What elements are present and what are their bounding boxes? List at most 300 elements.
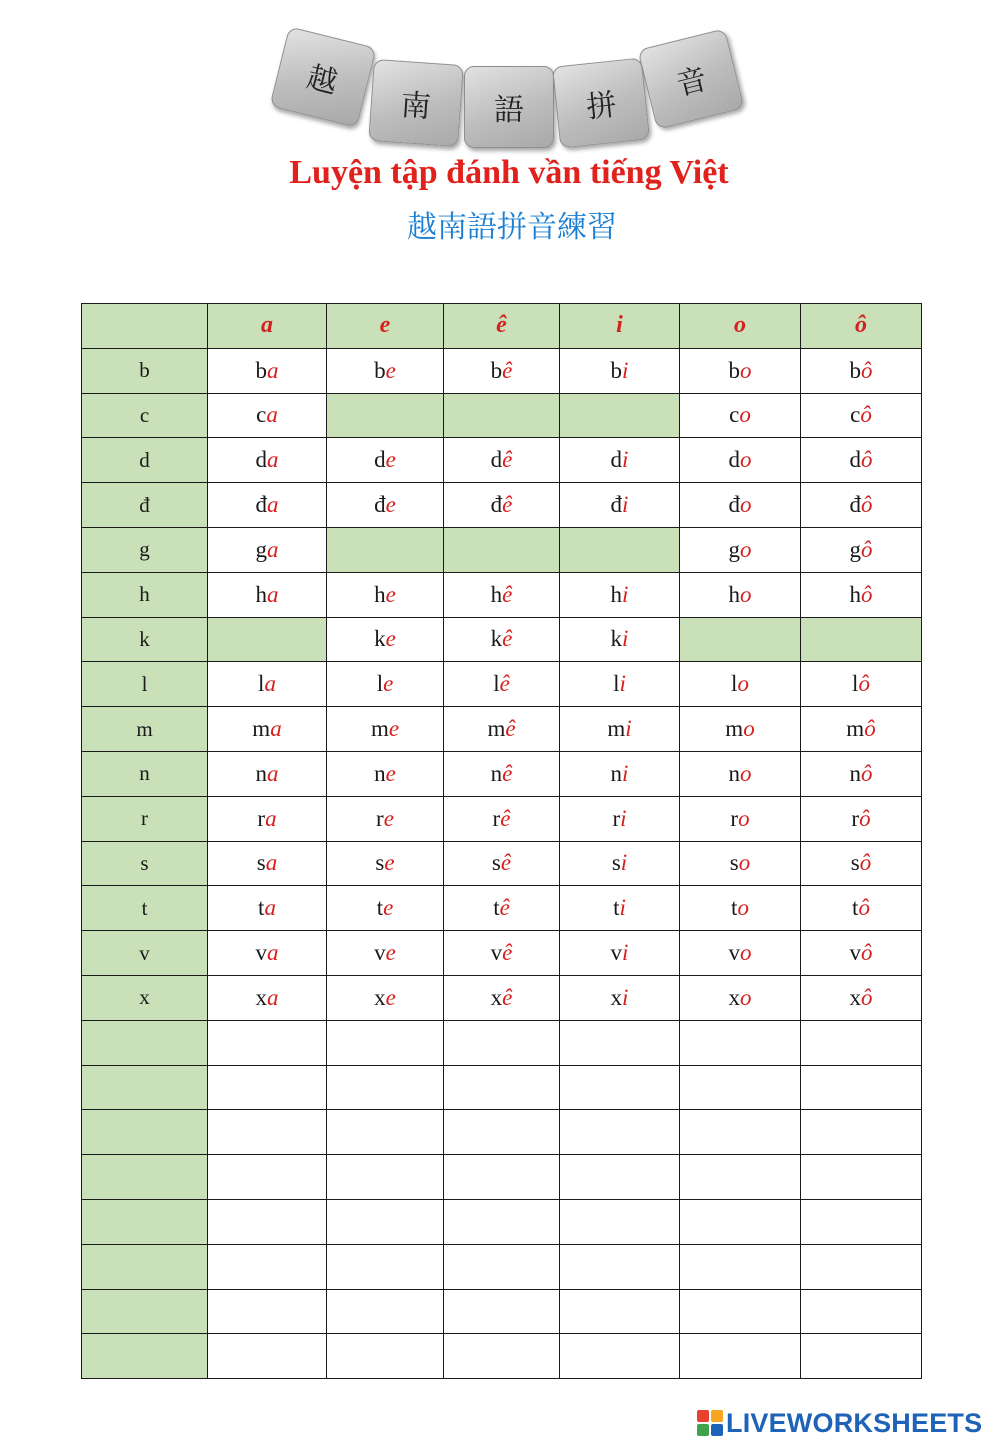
title-tile: 拼 bbox=[552, 58, 650, 149]
syllable-cell bbox=[208, 796, 327, 841]
syllable-cell bbox=[208, 527, 327, 572]
consonant-header: m bbox=[82, 707, 208, 752]
syllable-consonant: đ bbox=[374, 492, 386, 518]
table-row bbox=[82, 841, 922, 886]
title-tile: 南 bbox=[368, 59, 464, 147]
syllable-cell bbox=[680, 438, 801, 483]
syllable-cell bbox=[680, 751, 801, 796]
blank-consonant-cell bbox=[82, 1155, 208, 1200]
blank-consonant-cell bbox=[82, 1334, 208, 1379]
syllable-vowel: o bbox=[743, 716, 755, 742]
syllable-vowel: ô bbox=[858, 671, 870, 697]
blank-cell bbox=[208, 1110, 327, 1155]
blank-row bbox=[82, 1110, 922, 1155]
syllable-cell bbox=[801, 572, 922, 617]
blank-consonant-cell bbox=[82, 1065, 208, 1110]
blank-cell bbox=[208, 1020, 327, 1065]
syllable-consonant: m bbox=[252, 716, 271, 742]
syllable-vowel: ê bbox=[502, 626, 513, 652]
blank-cell bbox=[444, 1155, 560, 1200]
syllable-cell bbox=[327, 617, 444, 662]
syllable-consonant: b bbox=[490, 357, 503, 383]
syllable-cell bbox=[560, 841, 680, 886]
syllable-vowel: o bbox=[740, 492, 752, 518]
syllable-vowel: a bbox=[270, 716, 282, 742]
syllable-consonant: m bbox=[370, 716, 389, 742]
logo-square bbox=[697, 1410, 709, 1422]
syllable-consonant: v bbox=[849, 940, 861, 966]
syllable-consonant: s bbox=[850, 850, 860, 876]
syllable-vowel: a bbox=[267, 581, 279, 607]
table-body bbox=[82, 348, 922, 1378]
blank-cell bbox=[208, 1244, 327, 1289]
logo-square bbox=[697, 1424, 709, 1436]
consonant-header: d bbox=[82, 438, 208, 483]
syllable-vowel: ê bbox=[499, 671, 510, 697]
syllable-cell bbox=[680, 707, 801, 752]
syllable-cell bbox=[444, 886, 560, 931]
page-title: Luyện tập đánh vần tiếng Việt bbox=[289, 154, 729, 191]
consonant-header: t bbox=[82, 886, 208, 931]
syllable-vowel: a bbox=[267, 357, 279, 383]
empty-shaded-cell bbox=[801, 617, 922, 662]
syllable-cell bbox=[801, 707, 922, 752]
table-row bbox=[82, 527, 922, 572]
syllable-vowel: ô bbox=[859, 805, 871, 831]
syllable-consonant: x bbox=[374, 984, 386, 1010]
syllable-vowel: a bbox=[267, 760, 279, 786]
syllable-cell bbox=[327, 886, 444, 931]
syllable-vowel: ê bbox=[500, 805, 511, 831]
vowel-header-row bbox=[82, 304, 922, 349]
consonant-header: h bbox=[82, 572, 208, 617]
syllable-vowel: i bbox=[622, 760, 629, 786]
syllable-cell bbox=[801, 483, 922, 528]
syllable-vowel: o bbox=[739, 402, 751, 428]
syllable-vowel: ô bbox=[860, 402, 872, 428]
syllable-consonant: đ bbox=[728, 492, 740, 518]
syllable-cell bbox=[801, 348, 922, 393]
syllable-cell bbox=[208, 931, 327, 976]
blank-consonant-cell bbox=[82, 1289, 208, 1334]
syllable-consonant: x bbox=[728, 984, 740, 1010]
syllable-vowel: i bbox=[622, 492, 629, 518]
syllable-cell bbox=[208, 662, 327, 707]
syllable-consonant: r bbox=[730, 805, 739, 831]
syllable-consonant: t bbox=[493, 895, 500, 921]
syllable-consonant: n bbox=[849, 760, 861, 786]
syllable-vowel: i bbox=[622, 940, 629, 966]
blank-cell bbox=[680, 1155, 801, 1200]
syllable-cell bbox=[680, 975, 801, 1020]
syllable-cell bbox=[208, 348, 327, 393]
syllable-consonant: v bbox=[374, 940, 386, 966]
empty-shaded-cell bbox=[208, 617, 327, 662]
syllable-cell bbox=[208, 841, 327, 886]
syllable-cell bbox=[560, 707, 680, 752]
syllable-cell bbox=[680, 931, 801, 976]
consonant-header: k bbox=[82, 617, 208, 662]
syllable-cell bbox=[208, 572, 327, 617]
blank-cell bbox=[680, 1020, 801, 1065]
syllable-vowel: o bbox=[737, 671, 749, 697]
syllable-consonant: l bbox=[613, 671, 620, 697]
syllable-cell bbox=[801, 841, 922, 886]
syllable-cell bbox=[801, 975, 922, 1020]
syllable-vowel: a bbox=[267, 536, 279, 562]
syllable-cell bbox=[560, 483, 680, 528]
syllable-vowel: o bbox=[740, 536, 752, 562]
syllable-cell bbox=[444, 931, 560, 976]
table-row bbox=[82, 617, 922, 662]
blank-cell bbox=[327, 1199, 444, 1244]
blank-cell bbox=[560, 1110, 680, 1155]
blank-cell bbox=[560, 1020, 680, 1065]
empty-shaded-cell bbox=[680, 617, 801, 662]
syllable-cell bbox=[327, 438, 444, 483]
syllable-cell bbox=[444, 438, 560, 483]
syllable-cell bbox=[444, 617, 560, 662]
syllable-consonant: x bbox=[255, 984, 267, 1010]
syllable-vowel: a bbox=[264, 895, 276, 921]
syllable-consonant: k bbox=[610, 626, 623, 652]
blank-cell bbox=[680, 1289, 801, 1334]
logo-square bbox=[711, 1424, 723, 1436]
blank-cell bbox=[444, 1334, 560, 1379]
syllable-consonant: c bbox=[850, 402, 861, 428]
vowel-header: a bbox=[208, 304, 327, 349]
syllable-consonant: x bbox=[490, 984, 503, 1010]
syllable-vowel: ê bbox=[502, 492, 513, 518]
consonant-header: b bbox=[82, 348, 208, 393]
syllable-consonant: d bbox=[255, 447, 267, 473]
blank-cell bbox=[444, 1244, 560, 1289]
blank-cell bbox=[327, 1289, 444, 1334]
syllable-vowel: a bbox=[267, 492, 279, 518]
blank-cell bbox=[327, 1244, 444, 1289]
syllable-vowel: ê bbox=[499, 895, 510, 921]
title-tiles bbox=[0, 0, 1000, 160]
blank-cell bbox=[208, 1065, 327, 1110]
syllable-vowel: ê bbox=[505, 716, 516, 742]
syllable-cell bbox=[560, 617, 680, 662]
syllable-consonant: b bbox=[255, 357, 267, 383]
syllable-vowel: i bbox=[622, 447, 629, 473]
liveworksheets-logo-icon bbox=[697, 1410, 723, 1436]
blank-cell bbox=[208, 1155, 327, 1200]
syllable-vowel: a bbox=[267, 940, 279, 966]
empty-shaded-cell bbox=[560, 527, 680, 572]
syllable-vowel: o bbox=[740, 581, 752, 607]
table-row bbox=[82, 975, 922, 1020]
syllable-consonant: g bbox=[728, 536, 740, 562]
consonant-header: c bbox=[82, 393, 208, 438]
blank-cell bbox=[560, 1065, 680, 1110]
syllable-consonant: t bbox=[852, 895, 859, 921]
syllable-cell bbox=[327, 751, 444, 796]
syllable-consonant: k bbox=[490, 626, 503, 652]
syllable-vowel: i bbox=[619, 895, 626, 921]
empty-shaded-cell bbox=[327, 393, 444, 438]
syllable-vowel: i bbox=[622, 626, 629, 652]
syllable-vowel: ê bbox=[500, 850, 512, 876]
syllable-vowel: ê bbox=[502, 581, 513, 607]
blank-cell bbox=[801, 1110, 922, 1155]
blank-row bbox=[82, 1334, 922, 1379]
syllable-cell bbox=[327, 931, 444, 976]
syllable-vowel: e bbox=[385, 357, 396, 383]
syllable-vowel: ô bbox=[861, 581, 873, 607]
syllable-cell bbox=[680, 393, 801, 438]
empty-shaded-cell bbox=[444, 527, 560, 572]
syllable-consonant: b bbox=[610, 357, 623, 383]
syllable-vowel: o bbox=[740, 940, 752, 966]
syllable-consonant: x bbox=[849, 984, 861, 1010]
logo-square bbox=[711, 1410, 723, 1422]
syllable-consonant: h bbox=[374, 581, 386, 607]
blank-cell bbox=[801, 1289, 922, 1334]
syllable-consonant: b bbox=[374, 357, 386, 383]
table-row bbox=[82, 438, 922, 483]
syllable-consonant: x bbox=[610, 984, 623, 1010]
blank-row bbox=[82, 1199, 922, 1244]
syllable-vowel: e bbox=[385, 581, 396, 607]
syllable-cell bbox=[327, 975, 444, 1020]
consonant-header: x bbox=[82, 975, 208, 1020]
consonant-header: g bbox=[82, 527, 208, 572]
syllable-cell bbox=[444, 841, 560, 886]
syllable-cell bbox=[801, 662, 922, 707]
syllable-cell bbox=[680, 527, 801, 572]
syllable-vowel: ô bbox=[864, 716, 876, 742]
syllable-cell bbox=[560, 751, 680, 796]
blank-cell bbox=[444, 1020, 560, 1065]
blank-cell bbox=[444, 1289, 560, 1334]
title-tile: 音 bbox=[637, 28, 744, 129]
syllable-vowel: o bbox=[740, 760, 752, 786]
syllable-cell bbox=[444, 975, 560, 1020]
syllable-cell bbox=[680, 886, 801, 931]
blank-cell bbox=[327, 1155, 444, 1200]
syllable-consonant: c bbox=[256, 402, 267, 428]
syllable-cell bbox=[560, 438, 680, 483]
syllable-vowel: e bbox=[385, 940, 396, 966]
syllable-vowel: e bbox=[385, 760, 396, 786]
blank-cell bbox=[560, 1155, 680, 1200]
syllable-cell bbox=[208, 483, 327, 528]
vowel-header: o bbox=[680, 304, 801, 349]
empty-shaded-cell bbox=[560, 393, 680, 438]
syllable-cell bbox=[801, 527, 922, 572]
syllable-consonant: d bbox=[849, 447, 861, 473]
blank-row bbox=[82, 1020, 922, 1065]
syllable-cell bbox=[208, 707, 327, 752]
syllable-cell bbox=[560, 796, 680, 841]
syllable-vowel: a bbox=[267, 984, 279, 1010]
syllable-cell bbox=[680, 796, 801, 841]
blank-cell bbox=[327, 1334, 444, 1379]
syllable-vowel: a bbox=[265, 850, 278, 876]
table-row bbox=[82, 886, 922, 931]
syllable-vowel: e bbox=[384, 850, 395, 876]
consonant-header: l bbox=[82, 662, 208, 707]
syllable-consonant: d bbox=[610, 447, 623, 473]
blank-cell bbox=[560, 1334, 680, 1379]
syllable-vowel: ô bbox=[861, 357, 873, 383]
syllable-consonant: r bbox=[376, 805, 384, 831]
syllable-consonant: t bbox=[731, 895, 738, 921]
blank-row bbox=[82, 1155, 922, 1200]
syllable-cell bbox=[327, 662, 444, 707]
syllable-consonant: r bbox=[257, 805, 266, 831]
syllable-vowel: i bbox=[619, 671, 626, 697]
syllable-consonant: n bbox=[728, 760, 740, 786]
syllable-cell bbox=[680, 662, 801, 707]
syllable-consonant: d bbox=[490, 447, 503, 473]
syllable-vowel: e bbox=[383, 895, 394, 921]
syllable-consonant: h bbox=[255, 581, 267, 607]
syllable-vowel: o bbox=[740, 447, 752, 473]
syllable-consonant: v bbox=[255, 940, 267, 966]
blank-consonant-cell bbox=[82, 1199, 208, 1244]
syllable-vowel: a bbox=[266, 402, 278, 428]
syllable-consonant: r bbox=[612, 805, 621, 831]
syllable-cell bbox=[444, 348, 560, 393]
brand-name: LIVEWORKSHEETS bbox=[726, 1407, 983, 1438]
syllable-consonant: n bbox=[610, 760, 623, 786]
syllable-cell bbox=[560, 348, 680, 393]
syllable-cell bbox=[680, 483, 801, 528]
syllable-consonant: h bbox=[849, 581, 861, 607]
syllable-vowel: ô bbox=[861, 492, 873, 518]
syllable-cell bbox=[327, 483, 444, 528]
syllable-vowel: e bbox=[385, 447, 396, 473]
blank-consonant-cell bbox=[82, 1110, 208, 1155]
syllable-vowel: i bbox=[620, 850, 628, 876]
syllable-vowel: e bbox=[385, 984, 396, 1010]
syllable-consonant: k bbox=[374, 626, 386, 652]
syllable-cell bbox=[444, 483, 560, 528]
syllable-consonant: m bbox=[487, 716, 506, 742]
syllable-consonant: t bbox=[613, 895, 620, 921]
syllable-cell bbox=[327, 841, 444, 886]
title-tile: 越 bbox=[269, 26, 376, 127]
syllable-vowel: i bbox=[625, 716, 632, 742]
syllable-consonant: v bbox=[490, 940, 503, 966]
blank-cell bbox=[444, 1110, 560, 1155]
spelling-table bbox=[81, 303, 922, 1379]
syllable-consonant: n bbox=[490, 760, 503, 786]
blank-cell bbox=[801, 1155, 922, 1200]
syllable-cell bbox=[208, 438, 327, 483]
syllable-consonant: s bbox=[375, 850, 385, 876]
syllable-consonant: đ bbox=[610, 492, 623, 518]
blank-cell bbox=[680, 1065, 801, 1110]
syllable-cell bbox=[208, 751, 327, 796]
syllable-cell bbox=[801, 751, 922, 796]
blank-cell bbox=[801, 1334, 922, 1379]
syllable-consonant: v bbox=[610, 940, 623, 966]
syllable-consonant: c bbox=[729, 402, 740, 428]
syllable-cell bbox=[560, 975, 680, 1020]
syllable-consonant: s bbox=[729, 850, 739, 876]
syllable-cell bbox=[680, 348, 801, 393]
syllable-vowel: ê bbox=[502, 357, 513, 383]
syllable-cell bbox=[444, 751, 560, 796]
syllable-consonant: t bbox=[376, 895, 384, 921]
empty-shaded-cell bbox=[327, 527, 444, 572]
vowel-header: e bbox=[327, 304, 444, 349]
syllable-consonant: l bbox=[258, 671, 265, 697]
syllable-consonant: đ bbox=[849, 492, 861, 518]
syllable-cell bbox=[208, 886, 327, 931]
syllable-vowel: ô bbox=[861, 760, 873, 786]
syllable-consonant: g bbox=[255, 536, 267, 562]
syllable-cell bbox=[801, 931, 922, 976]
syllable-consonant: l bbox=[493, 671, 500, 697]
syllable-consonant: h bbox=[728, 581, 740, 607]
syllable-cell bbox=[327, 707, 444, 752]
syllable-vowel: ê bbox=[502, 984, 513, 1010]
corner-cell bbox=[82, 304, 208, 349]
blank-cell bbox=[680, 1199, 801, 1244]
syllable-consonant: b bbox=[728, 357, 740, 383]
syllable-consonant: s bbox=[491, 850, 501, 876]
blank-cell bbox=[801, 1020, 922, 1065]
syllable-cell bbox=[801, 796, 922, 841]
syllable-consonant: n bbox=[374, 760, 386, 786]
syllable-consonant: b bbox=[849, 357, 861, 383]
syllable-cell bbox=[801, 393, 922, 438]
syllable-cell bbox=[680, 841, 801, 886]
syllable-consonant: h bbox=[610, 581, 623, 607]
syllable-cell bbox=[801, 438, 922, 483]
syllable-vowel: o bbox=[740, 984, 752, 1010]
syllable-vowel: o bbox=[740, 357, 752, 383]
syllable-cell bbox=[444, 707, 560, 752]
syllable-consonant: m bbox=[725, 716, 744, 742]
syllable-cell bbox=[327, 348, 444, 393]
blank-cell bbox=[444, 1199, 560, 1244]
syllable-consonant: r bbox=[851, 805, 860, 831]
title-tile: 語 bbox=[464, 66, 554, 148]
table-row bbox=[82, 483, 922, 528]
blank-cell bbox=[208, 1199, 327, 1244]
syllable-vowel: ô bbox=[861, 940, 873, 966]
blank-cell bbox=[208, 1334, 327, 1379]
syllable-vowel: a bbox=[267, 447, 279, 473]
syllable-vowel: e bbox=[383, 805, 394, 831]
syllable-vowel: ê bbox=[502, 940, 513, 966]
syllable-consonant: g bbox=[849, 536, 861, 562]
syllable-cell bbox=[801, 886, 922, 931]
liveworksheets-brand bbox=[697, 1408, 982, 1438]
syllable-consonant: r bbox=[492, 805, 501, 831]
syllable-vowel: ô bbox=[858, 895, 870, 921]
syllable-vowel: i bbox=[620, 805, 627, 831]
blank-row bbox=[82, 1289, 922, 1334]
blank-cell bbox=[208, 1289, 327, 1334]
empty-shaded-cell bbox=[444, 393, 560, 438]
consonant-header: n bbox=[82, 751, 208, 796]
syllable-vowel: e bbox=[385, 492, 396, 518]
syllable-consonant: m bbox=[846, 716, 865, 742]
syllable-cell bbox=[327, 572, 444, 617]
syllable-vowel: i bbox=[622, 581, 629, 607]
syllable-vowel: e bbox=[385, 626, 396, 652]
vowel-header: ô bbox=[801, 304, 922, 349]
syllable-vowel: ô bbox=[861, 984, 873, 1010]
